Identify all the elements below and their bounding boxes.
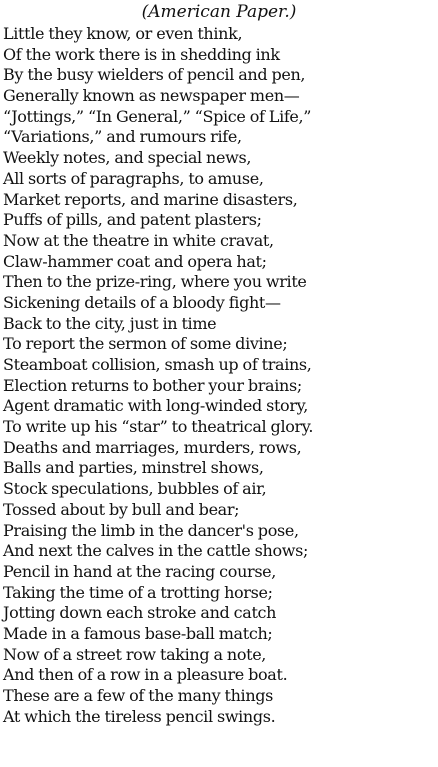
poem-line: Little they know, or even think,	[3, 24, 243, 43]
poem-line: At which the tireless pencil swings.	[3, 706, 276, 726]
poem-line: Stock speculations, bubbles of air,	[3, 479, 267, 499]
poem-line: Of the work there is in shedding ink	[3, 44, 280, 64]
source-attribution: (American Paper.)	[141, 2, 297, 22]
poem-line: These are a few of the many things	[3, 686, 274, 705]
poem-line: Agent dramatic with long-winded story,	[3, 396, 308, 416]
poem-line: Back to the city, just in time	[3, 313, 217, 333]
poem-line: Deaths and marriages, murders, rows,	[3, 437, 302, 457]
poem-line: Steamboat collision, smash up of trains,	[3, 355, 312, 374]
poem-body	[0, 24, 438, 727]
poem-line: Now of a street row taking a note,	[3, 644, 267, 664]
poem-line: “Jottings,” “In General,” “Spice of Life,”	[3, 106, 312, 126]
poem-line: Jotting down each stroke and catch	[3, 603, 277, 623]
poem-line: Taking the time of a trotting horse;	[3, 582, 273, 602]
poem-line: Tossed about by bull and bear;	[3, 499, 240, 519]
poem-line: Sickening details of a bloody fight—	[3, 292, 281, 312]
poem-line: And then of a row in a pleasure boat.	[3, 665, 288, 685]
poem-line: Claw-hammer coat and opera hat;	[3, 251, 267, 271]
poem-line: Market reports, and marine disasters,	[3, 189, 298, 209]
poem-line: And next the calves in the cattle shows;	[3, 541, 308, 561]
poem-line: Then to the prize-ring, where you write	[3, 272, 307, 292]
poem-line: Weekly notes, and special news,	[3, 148, 252, 168]
poem-line: Puffs of pills, and patent plasters;	[3, 210, 262, 230]
poem-line: Election returns to bother your brains;	[3, 375, 302, 395]
poem-line: Pencil in hand at the racing course,	[3, 561, 277, 581]
poem-line: Praising the limb in the dancer's pose,	[3, 520, 299, 540]
poem-line: Generally known as newspaper men—	[3, 86, 300, 106]
poem-line: By the busy wielders of pencil and pen,	[3, 65, 306, 85]
poem-line: Made in a famous base-ball match;	[3, 623, 273, 643]
poem-line: Balls and parties, minstrel shows,	[3, 458, 264, 478]
poem-line: “Variations,” and rumours rife,	[3, 127, 242, 147]
poem-line: To write up his “star” to theatrical glory.	[3, 417, 314, 437]
poem-line: To report the sermon of some divine;	[3, 334, 288, 354]
poem-line: Now at the theatre in white cravat,	[3, 230, 274, 250]
poem-line: All sorts of paragraphs, to amuse,	[3, 168, 264, 188]
